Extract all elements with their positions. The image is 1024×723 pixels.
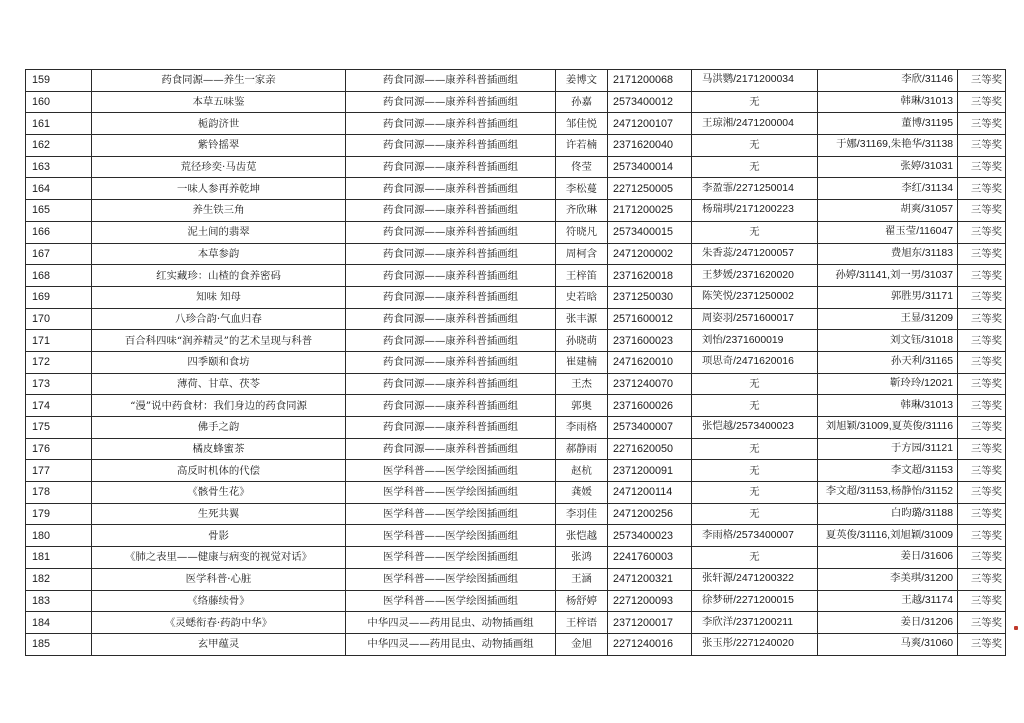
table-row xyxy=(26,568,1006,590)
category-cell: 药食同源——康养科普插画组 xyxy=(346,156,556,178)
category-cell: 药食同源——康养科普插画组 xyxy=(346,265,556,287)
student-id-cell: 2471200107 xyxy=(608,113,692,135)
category-cell: 药食同源——康养科普插画组 xyxy=(346,373,556,395)
row-number-cell: 168 xyxy=(26,265,92,287)
coauthors-cell: 无 xyxy=(692,460,818,482)
award-cell: 三等奖 xyxy=(958,330,1006,352)
coauthors-cell: 无 xyxy=(692,482,818,504)
coauthors-cell: 无 xyxy=(692,547,818,569)
category-cell: 医学科普——医学绘图插画组 xyxy=(346,590,556,612)
award-cell: 三等奖 xyxy=(958,482,1006,504)
student-id-cell: 2371600023 xyxy=(608,330,692,352)
student-id-cell: 2171200025 xyxy=(608,200,692,222)
student-id-cell: 2573400012 xyxy=(608,91,692,113)
advisor-cell: 李文超/31153 xyxy=(818,460,958,482)
row-number-cell: 177 xyxy=(26,460,92,482)
table-row xyxy=(26,373,1006,395)
category-cell: 药食同源——康养科普插画组 xyxy=(346,243,556,265)
author-cell: 郭奥 xyxy=(556,395,608,417)
author-cell: 许若楠 xyxy=(556,135,608,157)
award-cell: 三等奖 xyxy=(958,200,1006,222)
category-cell: 医学科普——医学绘图插画组 xyxy=(346,568,556,590)
coauthors-cell: 杨瑞琪/2171200223 xyxy=(692,200,818,222)
advisor-cell: 费旭东/31183 xyxy=(818,243,958,265)
author-cell: 齐欣琳 xyxy=(556,200,608,222)
award-cell: 三等奖 xyxy=(958,612,1006,634)
category-cell: 药食同源——康养科普插画组 xyxy=(346,395,556,417)
coauthors-cell: 朱香蕊/2471200057 xyxy=(692,243,818,265)
award-cell: 三等奖 xyxy=(958,178,1006,200)
table-row xyxy=(26,525,1006,547)
advisor-cell: 孙天利/31165 xyxy=(818,351,958,373)
table-row xyxy=(26,135,1006,157)
student-id-cell: 2573400014 xyxy=(608,156,692,178)
award-cell: 三等奖 xyxy=(958,547,1006,569)
author-cell: 张恺越 xyxy=(556,525,608,547)
category-cell: 医学科普——医学绘图插画组 xyxy=(346,503,556,525)
advisor-cell: 董博/31195 xyxy=(818,113,958,135)
advisor-cell: 郭胜男/31171 xyxy=(818,286,958,308)
advisor-cell: 张婷/31031 xyxy=(818,156,958,178)
work-title-cell: 《骸骨生花》 xyxy=(92,482,346,504)
advisor-cell: 翟玉莹/116047 xyxy=(818,221,958,243)
student-id-cell: 2271620050 xyxy=(608,438,692,460)
award-cell: 三等奖 xyxy=(958,438,1006,460)
advisor-cell: 李文超/31153,杨静怡/31152 xyxy=(818,482,958,504)
student-id-cell: 2573400023 xyxy=(608,525,692,547)
student-id-cell: 2371240070 xyxy=(608,373,692,395)
coauthors-cell: 张轩源/2471200322 xyxy=(692,568,818,590)
student-id-cell: 2571600012 xyxy=(608,308,692,330)
work-title-cell: 养生铁三角 xyxy=(92,200,346,222)
row-number-cell: 171 xyxy=(26,330,92,352)
award-cell: 三等奖 xyxy=(958,525,1006,547)
author-cell: 金旭 xyxy=(556,633,608,655)
category-cell: 医学科普——医学绘图插画组 xyxy=(346,525,556,547)
row-number-cell: 170 xyxy=(26,308,92,330)
table-row xyxy=(26,200,1006,222)
author-cell: 王梓语 xyxy=(556,612,608,634)
coauthors-cell: 无 xyxy=(692,221,818,243)
advisor-cell: 于娜/31169,朱艳华/31138 xyxy=(818,135,958,157)
work-title-cell: 八珍合韵·气血归春 xyxy=(92,308,346,330)
student-id-cell: 2573400015 xyxy=(608,221,692,243)
work-title-cell: 生死共翼 xyxy=(92,503,346,525)
student-id-cell: 2371600026 xyxy=(608,395,692,417)
category-cell: 药食同源——康养科普插画组 xyxy=(346,417,556,439)
row-number-cell: 164 xyxy=(26,178,92,200)
award-cell: 三等奖 xyxy=(958,395,1006,417)
coauthors-cell: 陈笑悦/2371250002 xyxy=(692,286,818,308)
table-row xyxy=(26,286,1006,308)
coauthors-cell: 李盈霏/2271250014 xyxy=(692,178,818,200)
advisor-cell: 孙婷/31141,刘一男/31037 xyxy=(818,265,958,287)
row-number-cell: 167 xyxy=(26,243,92,265)
award-cell: 三等奖 xyxy=(958,633,1006,655)
row-number-cell: 173 xyxy=(26,373,92,395)
award-cell: 三等奖 xyxy=(958,308,1006,330)
work-title-cell: 《灵蟋衔春·药韵中华》 xyxy=(92,612,346,634)
category-cell: 药食同源——康养科普插画组 xyxy=(346,178,556,200)
advisor-cell: 姜日/31606 xyxy=(818,547,958,569)
row-number-cell: 174 xyxy=(26,395,92,417)
category-cell: 药食同源——康养科普插画组 xyxy=(346,91,556,113)
work-title-cell: 四季颐和食坊 xyxy=(92,351,346,373)
student-id-cell: 2471200321 xyxy=(608,568,692,590)
student-id-cell: 2241760003 xyxy=(608,547,692,569)
row-number-cell: 178 xyxy=(26,482,92,504)
student-id-cell: 2171200068 xyxy=(608,70,692,92)
coauthors-cell: 无 xyxy=(692,373,818,395)
work-title-cell: 薄荷、甘草、茯苓 xyxy=(92,373,346,395)
table-row xyxy=(26,70,1006,92)
student-id-cell: 2471200002 xyxy=(608,243,692,265)
advisor-cell: 靳玲玲/12021 xyxy=(818,373,958,395)
row-number-cell: 162 xyxy=(26,135,92,157)
advisor-cell: 李红/31134 xyxy=(818,178,958,200)
award-cell: 三等奖 xyxy=(958,351,1006,373)
category-cell: 药食同源——康养科普插画组 xyxy=(346,438,556,460)
row-number-cell: 163 xyxy=(26,156,92,178)
author-cell: 赵杭 xyxy=(556,460,608,482)
author-cell: 史若晗 xyxy=(556,286,608,308)
table-row xyxy=(26,590,1006,612)
row-number-cell: 161 xyxy=(26,113,92,135)
author-cell: 佟莹 xyxy=(556,156,608,178)
work-title-cell: 本草五味鉴 xyxy=(92,91,346,113)
coauthors-cell: 无 xyxy=(692,395,818,417)
coauthors-cell: 王琼湘/2471200004 xyxy=(692,113,818,135)
row-number-cell: 166 xyxy=(26,221,92,243)
coauthors-cell: 王梦媛/2371620020 xyxy=(692,265,818,287)
category-cell: 药食同源——康养科普插画组 xyxy=(346,286,556,308)
table-row xyxy=(26,395,1006,417)
work-title-cell: 本草参韵 xyxy=(92,243,346,265)
author-cell: 王梓笛 xyxy=(556,265,608,287)
coauthors-cell: 李雨格/2573400007 xyxy=(692,525,818,547)
table-row xyxy=(26,265,1006,287)
author-cell: 邹佳悦 xyxy=(556,113,608,135)
work-title-cell: 玄甲蕴灵 xyxy=(92,633,346,655)
advisor-cell: 王显/31209 xyxy=(818,308,958,330)
table-body xyxy=(26,70,1006,656)
author-cell: 张丰源 xyxy=(556,308,608,330)
category-cell: 医学科普——医学绘图插画组 xyxy=(346,482,556,504)
advisor-cell: 姜日/31206 xyxy=(818,612,958,634)
advisor-cell: 夏英俊/31116,刘旭颖/31009 xyxy=(818,525,958,547)
advisor-cell: 李欣/31146 xyxy=(818,70,958,92)
row-number-cell: 175 xyxy=(26,417,92,439)
award-cell: 三等奖 xyxy=(958,373,1006,395)
award-cell: 三等奖 xyxy=(958,91,1006,113)
table-row xyxy=(26,633,1006,655)
table-row xyxy=(26,156,1006,178)
student-id-cell: 2271250005 xyxy=(608,178,692,200)
advisor-cell: 王越/31174 xyxy=(818,590,958,612)
student-id-cell: 2573400007 xyxy=(608,417,692,439)
author-cell: 李雨格 xyxy=(556,417,608,439)
author-cell: 崔建楠 xyxy=(556,351,608,373)
award-cell: 三等奖 xyxy=(958,286,1006,308)
author-cell: 杨舒婷 xyxy=(556,590,608,612)
award-cell: 三等奖 xyxy=(958,135,1006,157)
work-title-cell: 荒径珍奕·马齿苋 xyxy=(92,156,346,178)
work-title-cell: 红实藏珍：山楂的食养密码 xyxy=(92,265,346,287)
work-title-cell: 佛手之韵 xyxy=(92,417,346,439)
student-id-cell: 2371200017 xyxy=(608,612,692,634)
work-title-cell: 紫铃摇翠 xyxy=(92,135,346,157)
table-row xyxy=(26,612,1006,634)
row-number-cell: 182 xyxy=(26,568,92,590)
table-row xyxy=(26,178,1006,200)
author-cell: 李松蔓 xyxy=(556,178,608,200)
coauthors-cell: 刘怡/2371600019 xyxy=(692,330,818,352)
work-title-cell: “漫”说中药食材：我们身边的药食同源 xyxy=(92,395,346,417)
category-cell: 药食同源——康养科普插画组 xyxy=(346,200,556,222)
advisor-cell: 胡爽/31057 xyxy=(818,200,958,222)
work-title-cell: 百合科四味“润养精灵”的艺术呈现与科普 xyxy=(92,330,346,352)
coauthors-cell: 无 xyxy=(692,156,818,178)
category-cell: 药食同源——康养科普插画组 xyxy=(346,113,556,135)
author-cell: 王杰 xyxy=(556,373,608,395)
work-title-cell: 一味人参再养乾坤 xyxy=(92,178,346,200)
row-number-cell: 169 xyxy=(26,286,92,308)
author-cell: 张鸿 xyxy=(556,547,608,569)
student-id-cell: 2371200091 xyxy=(608,460,692,482)
category-cell: 药食同源——康养科普插画组 xyxy=(346,351,556,373)
coauthors-cell: 张玉彤/2271240020 xyxy=(692,633,818,655)
table-row xyxy=(26,243,1006,265)
student-id-cell: 2371620040 xyxy=(608,135,692,157)
table-row xyxy=(26,308,1006,330)
award-cell: 三等奖 xyxy=(958,460,1006,482)
award-cell: 三等奖 xyxy=(958,265,1006,287)
table-row xyxy=(26,547,1006,569)
author-cell: 李羽佳 xyxy=(556,503,608,525)
row-number-cell: 183 xyxy=(26,590,92,612)
row-number-cell: 184 xyxy=(26,612,92,634)
coauthors-cell: 无 xyxy=(692,135,818,157)
advisor-cell: 白昀璐/31188 xyxy=(818,503,958,525)
work-title-cell: 骨影 xyxy=(92,525,346,547)
award-cell: 三等奖 xyxy=(958,70,1006,92)
table-row xyxy=(26,460,1006,482)
award-cell: 三等奖 xyxy=(958,568,1006,590)
work-title-cell: 高反时机体的代偿 xyxy=(92,460,346,482)
table-row xyxy=(26,417,1006,439)
coauthors-cell: 李欣洋/2371200211 xyxy=(692,612,818,634)
row-number-cell: 179 xyxy=(26,503,92,525)
student-id-cell: 2271240016 xyxy=(608,633,692,655)
award-cell: 三等奖 xyxy=(958,417,1006,439)
row-number-cell: 172 xyxy=(26,351,92,373)
work-title-cell: 知味 知母 xyxy=(92,286,346,308)
author-cell: 姜博文 xyxy=(556,70,608,92)
awards-table xyxy=(25,69,1006,656)
work-title-cell: 《络藤续骨》 xyxy=(92,590,346,612)
author-cell: 孙嘉 xyxy=(556,91,608,113)
scan-mark xyxy=(1014,626,1018,630)
category-cell: 中华四灵——药用昆虫、动物插画组 xyxy=(346,612,556,634)
coauthors-cell: 无 xyxy=(692,438,818,460)
row-number-cell: 160 xyxy=(26,91,92,113)
work-title-cell: 泥土间的翡翠 xyxy=(92,221,346,243)
student-id-cell: 2471200256 xyxy=(608,503,692,525)
table-row xyxy=(26,330,1006,352)
work-title-cell: 橘皮蜂蜜茶 xyxy=(92,438,346,460)
award-cell: 三等奖 xyxy=(958,590,1006,612)
table-row xyxy=(26,351,1006,373)
row-number-cell: 165 xyxy=(26,200,92,222)
row-number-cell: 185 xyxy=(26,633,92,655)
category-cell: 中华四灵——药用昆虫、动物插画组 xyxy=(346,633,556,655)
work-title-cell: 医学科普·心脏 xyxy=(92,568,346,590)
category-cell: 药食同源——康养科普插画组 xyxy=(346,308,556,330)
advisor-cell: 刘文钰/31018 xyxy=(818,330,958,352)
category-cell: 药食同源——康养科普插画组 xyxy=(346,330,556,352)
author-cell: 符晓凡 xyxy=(556,221,608,243)
advisor-cell: 韩琳/31013 xyxy=(818,395,958,417)
table-row xyxy=(26,438,1006,460)
student-id-cell: 2371250030 xyxy=(608,286,692,308)
author-cell: 周柯含 xyxy=(556,243,608,265)
student-id-cell: 2471200114 xyxy=(608,482,692,504)
advisor-cell: 李美琪/31200 xyxy=(818,568,958,590)
category-cell: 药食同源——康养科普插画组 xyxy=(346,221,556,243)
award-cell: 三等奖 xyxy=(958,156,1006,178)
table-row xyxy=(26,482,1006,504)
table-row xyxy=(26,503,1006,525)
row-number-cell: 180 xyxy=(26,525,92,547)
author-cell: 龚媛 xyxy=(556,482,608,504)
student-id-cell: 2371620018 xyxy=(608,265,692,287)
row-number-cell: 181 xyxy=(26,547,92,569)
award-cell: 三等奖 xyxy=(958,221,1006,243)
table-row xyxy=(26,91,1006,113)
advisor-cell: 韩琳/31013 xyxy=(818,91,958,113)
award-cell: 三等奖 xyxy=(958,113,1006,135)
advisor-cell: 于方园/31121 xyxy=(818,438,958,460)
coauthors-cell: 无 xyxy=(692,503,818,525)
award-cell: 三等奖 xyxy=(958,503,1006,525)
author-cell: 王涵 xyxy=(556,568,608,590)
work-title-cell: 药食同源——养生一家亲 xyxy=(92,70,346,92)
row-number-cell: 159 xyxy=(26,70,92,92)
coauthors-cell: 徐梦研/2271200015 xyxy=(692,590,818,612)
coauthors-cell: 无 xyxy=(692,91,818,113)
advisor-cell: 刘旭颖/31009,夏英俊/31116 xyxy=(818,417,958,439)
work-title-cell: 《肺之表里——健康与病变的视觉对话》 xyxy=(92,547,346,569)
table-row xyxy=(26,221,1006,243)
author-cell: 郝静雨 xyxy=(556,438,608,460)
category-cell: 医学科普——医学绘图插画组 xyxy=(346,460,556,482)
coauthors-cell: 张恺越/2573400023 xyxy=(692,417,818,439)
category-cell: 医学科普——医学绘图插画组 xyxy=(346,547,556,569)
student-id-cell: 2471620010 xyxy=(608,351,692,373)
coauthors-cell: 项思奇/2471620016 xyxy=(692,351,818,373)
author-cell: 孙晓萌 xyxy=(556,330,608,352)
student-id-cell: 2271200093 xyxy=(608,590,692,612)
category-cell: 药食同源——康养科普插画组 xyxy=(346,135,556,157)
row-number-cell: 176 xyxy=(26,438,92,460)
coauthors-cell: 周姿羽/2571600017 xyxy=(692,308,818,330)
category-cell: 药食同源——康养科普插画组 xyxy=(346,70,556,92)
coauthors-cell: 马洪鹦/2171200034 xyxy=(692,70,818,92)
table-row xyxy=(26,113,1006,135)
advisor-cell: 马爽/31060 xyxy=(818,633,958,655)
work-title-cell: 栀韵济世 xyxy=(92,113,346,135)
award-cell: 三等奖 xyxy=(958,243,1006,265)
